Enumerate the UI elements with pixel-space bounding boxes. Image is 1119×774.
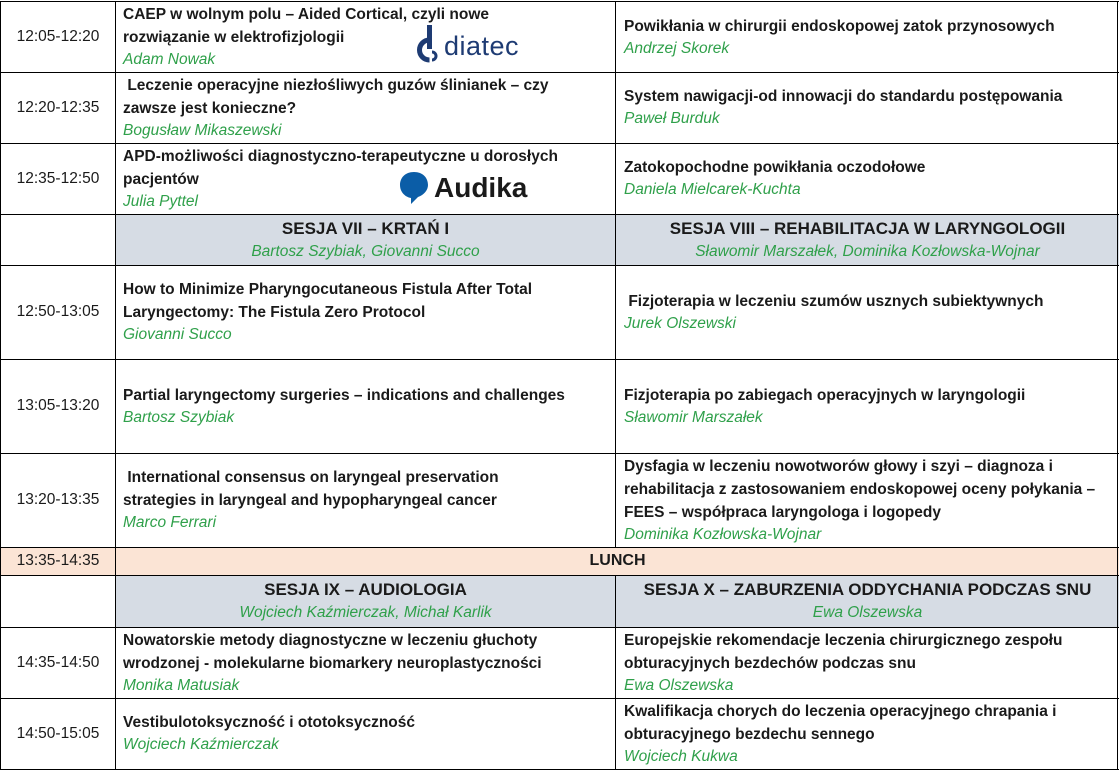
grid-line (0, 143, 1119, 144)
lunch-label: LUNCH (116, 547, 1119, 575)
talk-cell (116, 359, 616, 453)
grid-line (615, 1, 616, 547)
session-header (616, 575, 1119, 627)
talk-cell (616, 72, 1119, 143)
talk-speaker: Marco Ferrari (123, 514, 217, 531)
talk-title: Kwalifikacja chorych do leczenia operacyjnego chrapania i obturacyjnego bezdechu sennego (624, 702, 1057, 743)
talk-title: Vestibulotoksyczność i ototoksyczność (123, 714, 415, 731)
session-header (116, 214, 616, 265)
grid-line (0, 547, 1119, 548)
talk-cell (116, 2, 616, 72)
time-cell: 13:20-13:35 (16, 491, 100, 508)
audika-speech-bubble-icon (398, 170, 430, 206)
talk-title: Leczenie operacyjne niezłośliwych guzów ślinianek – czy zawsze jest konieczne? (123, 76, 553, 117)
talk-speaker: Dominika Kozłowska-Wojnar (624, 525, 822, 543)
talk-speaker: Daniela Mielcarek-Kuchta (624, 181, 801, 198)
grid-line (0, 627, 1119, 628)
talk-speaker: Adam Nowak (123, 51, 216, 68)
talk-speaker: Monika Matusiak (123, 676, 240, 694)
talk-cell (616, 627, 1119, 698)
session-title: SESJA VII – KRTAŃ I (281, 218, 450, 238)
talk-title: Powikłania w chirurgii endoskopowej zatok przynosowych (624, 17, 1055, 35)
talk-title: Zatokopochodne powikłania oczodołowe (624, 159, 926, 176)
diatec-logo-icon (410, 24, 440, 68)
grid-line (0, 453, 1119, 454)
talk-speaker: Sławomir Marszałek (624, 408, 763, 426)
audika-logo-text: Audika (434, 172, 528, 203)
talk-cell (616, 143, 1119, 214)
grid-line (0, 72, 1119, 73)
session-title: SESJA IX – AUDIOLOGIA (264, 580, 467, 599)
talk-speaker: Giovanni Succo (123, 326, 232, 343)
talk-cell (116, 627, 616, 698)
grid-line (0, 575, 1119, 576)
grid-line (0, 359, 1119, 360)
talk-speaker: Bogusław Mikaszewski (123, 121, 282, 139)
grid-line (0, 214, 1119, 215)
session-header (616, 214, 1119, 265)
talk-title: International consensus on laryngeal preservation strategies in laryngeal and hypopharyngeal cancer (123, 469, 503, 509)
talk-cell (616, 265, 1119, 359)
talk-cell (116, 453, 616, 547)
talk-title: Dysfagia w leczeniu nowotworów głowy i szyi – diagnoza i rehabilitacja z zastosowaniem endoskopowej oceny połykania – FEES – współpraca laryngologa i logopedy (624, 457, 1096, 521)
time-cell: 12:50-13:05 (16, 303, 100, 320)
talk-cell (116, 265, 616, 359)
talk-title: Fizjoterapia po zabiegach operacyjnych w laryngologii (624, 386, 1026, 404)
talk-speaker: Ewa Olszewska (624, 676, 734, 694)
talk-speaker: Wojciech Kukwa (624, 747, 738, 765)
time-cell: 13:05-13:20 (16, 397, 100, 414)
talk-cell (616, 359, 1119, 453)
time-cell-empty (0, 575, 116, 627)
session-title: SESJA X – ZABURZENIA ODDYCHANIA PODCZAS SNU (643, 580, 1092, 599)
grid-line (0, 1, 1119, 2)
session-header (116, 575, 616, 627)
talk-cell (616, 2, 1119, 72)
talk-title: CAEP w wolnym polu – Aided Cortical, czyli nowe rozwiązanie w elektrofizjologii (123, 6, 490, 46)
grid-line (0, 698, 1119, 699)
talk-title: Fizjoterapia w leczeniu szumów usznych subiektywnych (624, 292, 1044, 310)
grid-line (1117, 1, 1118, 770)
diatec-logo (410, 24, 519, 68)
talk-speaker: Paweł Burduk (624, 110, 720, 127)
talk-speaker: Andrzej Skorek (624, 39, 730, 57)
talk-speaker: Bartosz Szybiak (123, 408, 235, 426)
talk-title: How to Minimize Pharyngocutaneous Fistula After Total Laryngectomy: The Fistula Zero Protocol (123, 281, 533, 321)
session-chairs: Wojciech Kaźmierczak, Michał Karlik (239, 604, 492, 621)
talk-cell (616, 698, 1119, 769)
grid-line (615, 575, 616, 770)
lunch-time-cell: 13:35-14:35 (0, 547, 116, 575)
time-cell: 12:05-12:20 (16, 28, 100, 45)
grid-line (0, 1, 1, 770)
talk-speaker: Julia Pyttel (123, 192, 198, 210)
session-title: SESJA VIII – REHABILITACJA W LARYNGOLOGII (669, 218, 1066, 238)
talk-cell (116, 698, 616, 769)
time-cell: 12:35-12:50 (16, 169, 100, 187)
diatec-logo-text: diatec (444, 30, 520, 61)
talk-speaker: Wojciech Kaźmierczak (123, 736, 279, 753)
time-cell: 14:50-15:05 (16, 724, 100, 742)
talk-title: APD-możliwości diagnostyczno-terapeutyczne u dorosłych pacjentów (123, 147, 558, 188)
session-chairs: Bartosz Szybiak, Giovanni Succo (251, 242, 480, 260)
talk-cell (116, 143, 616, 214)
audika-logo (398, 170, 527, 206)
talk-cell (616, 453, 1119, 547)
session-chairs: Ewa Olszewska (812, 604, 923, 621)
grid-line (0, 265, 1119, 266)
talk-title: Partial laryngectomy surgeries – indications and challenges (123, 386, 565, 404)
grid-line (115, 1, 116, 770)
time-cell-empty (0, 214, 116, 265)
talk-speaker: Jurek Olszewski (624, 314, 736, 332)
time-cell: 14:35-14:50 (16, 653, 100, 671)
talk-title: System nawigacji-od innowacji do standardu postępowania (624, 88, 1063, 105)
time-cell: 12:20-12:35 (16, 98, 100, 116)
talk-cell (116, 72, 616, 143)
session-chairs: Sławomir Marszałek, Dominika Kozłowska-Wojnar (695, 242, 1040, 260)
grid-line (0, 769, 1119, 770)
talk-title: Nowatorskie metody diagnostyczne w leczeniu głuchoty wrodzonej - molekularne biomarkery neuroplastyczności (123, 631, 542, 672)
talk-title: Europejskie rekomendacje leczenia chirurgicznego zespołu obturacyjnych bezdechów podczas snu (624, 631, 1063, 672)
